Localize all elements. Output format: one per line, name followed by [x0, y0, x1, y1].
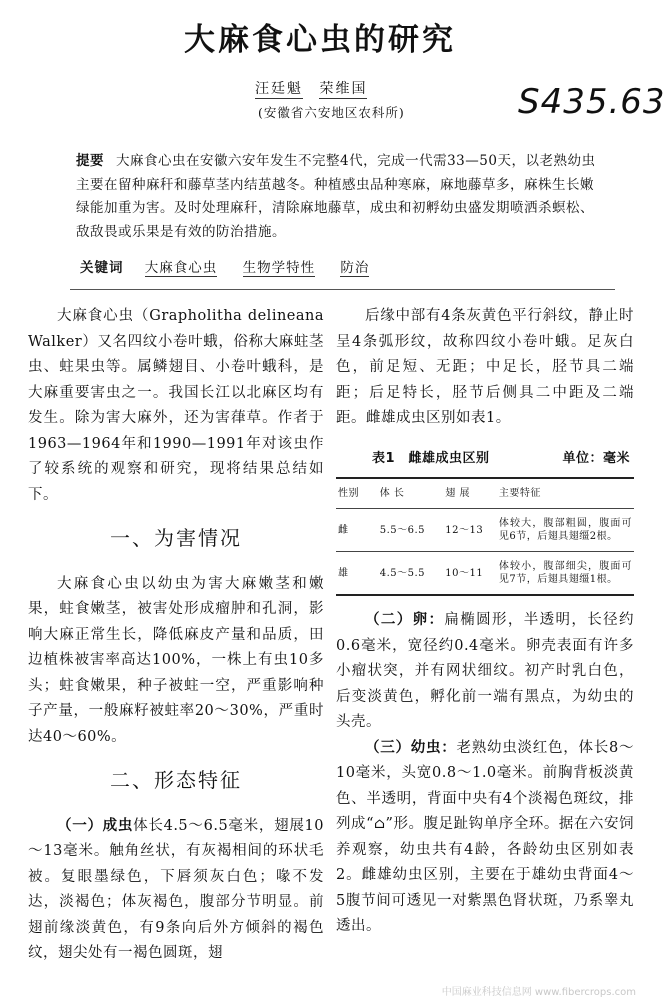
keyword: 大麻食心虫 — [144, 260, 218, 276]
intro-paragraph: 大麻食心虫（Grapholitha delineana Walker）又名四纹小卷叶蛾，俗称大麻蛀茎虫、蛀果虫等。属鳞翅目、小卷叶蛾科，是大麻重要害虫之一。我国长江以北麻区均有发生。除为害大麻外，还为害葎草。作者于1963—1964年和1990—1991年对该虫作了较系统的观察和研究，现将结果总结如下。 — [28, 308, 324, 503]
abstract-label: 提要 — [76, 153, 104, 169]
table-cell: 4.5～5.5 — [378, 552, 444, 596]
section-heading-morphology: 二、形态特征 — [110, 768, 242, 792]
section-heading-damage: 一、为害情况 — [110, 526, 242, 550]
table-caption — [336, 446, 634, 472]
table-cell: 体较大，腹部粗圆，腹面可见6节，后翅具翅缰2根。 — [497, 509, 634, 552]
table-cell: 10～11 — [443, 552, 497, 596]
author-name: 汪廷魁 — [255, 81, 303, 97]
keywords-label: 关键词 — [80, 260, 124, 276]
adult-paragraph — [28, 814, 324, 967]
table-cell: 12～13 — [443, 509, 497, 552]
table-header-cell: 体 长 — [378, 478, 444, 509]
table-header-cell: 主要特征 — [497, 478, 634, 509]
left-column — [28, 304, 324, 967]
damage-paragraph: 大麻食心虫以幼虫为害大麻嫩茎和嫩果，蛀食嫩茎，被害处形成瘤肿和孔洞，影响大麻正常生长，降低麻皮产量和品质，田边植株被害率高达100%，一株上有虫10多头；蛀食嫩果，种子被蛀一空，严重影响种子产量，一般麻籽被蛀率20～30%，严重时达40～60%。 — [28, 575, 324, 745]
affiliation: (安徽省六安地区农科所) — [258, 105, 405, 120]
right-column — [336, 304, 634, 940]
paper-title: 大麻食心虫的研究 — [184, 22, 456, 58]
egg-label: （二）卵： — [365, 612, 445, 628]
sex-difference-table — [336, 477, 634, 596]
abstract — [76, 150, 604, 244]
author-name: 荣维国 — [319, 81, 368, 97]
larva-paragraph — [336, 736, 634, 940]
larva-label: （三）幼虫： — [365, 739, 457, 756]
site-watermark: 中国麻业科技信息网 www.fibercrops.com — [441, 987, 636, 998]
table-cell: 雌 — [336, 509, 378, 552]
larva-text: 老熟幼虫淡红色，体长8～10毫米，头宽0.8～1.0毫米。前胸背板淡黄色、半透明，背面中央有4个淡褐色斑纹，排列成“⌂”形。腹足趾钩单序全环。据在六安饲养观察，幼虫共有4龄，各龄幼虫区别如表2。雌雄幼虫区别，主要在于雄幼虫背面4～5腹节间可透见一对紫黑色肾状斑，乃系睾丸透出。 — [336, 739, 635, 934]
table-header-row — [336, 478, 634, 509]
table-cell: 体较小，腹部细尖，腹面可见7节，后翅具翅缰1根。 — [497, 552, 634, 596]
egg-text: 扁椭圆形，半透明，长径约0.6毫米，宽径约0.4毫米。卵壳表面有许多小瘤状突，并有网状细纹。初产时乳白色，后变淡黄色，孵化前一端有黑点，为幼虫的头壳。 — [336, 612, 634, 730]
table-header-cell: 翅 展 — [443, 478, 497, 509]
keywords — [80, 256, 389, 276]
table-cell: 5.5～6.5 — [378, 509, 444, 552]
abstract-divider — [70, 289, 615, 290]
table-header-cell: 性别 — [336, 478, 378, 509]
table-row — [336, 552, 634, 596]
adult-text: 体长4.5～6.5毫米，翅展10～13毫米。触角丝状，有灰褐相间的环状毛被。复眼墨绿色，下唇须灰白色；喙不发达，淡褐色；体灰褐色，腹部分节明显。前翅前缘淡黄色，有9条向后外方倾斜的褐色纹，翅尖处有一褐色圆斑，翅 — [28, 817, 324, 961]
abstract-text: 大麻食心虫在安徽六安年发生不完整4代，完成一代需33—50天，以老熟幼虫主要在留种麻秆和藤草茎内结茧越冬。种植感虫品种寒麻，麻地藤草多，麻株生长嫩绿能加重为害。及时处理麻秆，清除麻地藤草，成虫和初孵幼虫盛发期喷洒杀螟松、敌敌畏或乐果是有效的防治措施。 — [76, 153, 596, 240]
table-row — [336, 509, 634, 552]
adult-continued-paragraph: 后缘中部有4条灰黄色平行斜纹，静止时呈4条弧形纹，故称四纹小卷叶蛾。足灰白色，前足短、无距；中足长，胫节具二端距；后足特长，胫节后侧具二中距及二端距。雌雄成虫区别如表1。 — [336, 308, 634, 426]
authors — [255, 78, 377, 98]
handwritten-call-number: S435.63 — [518, 82, 666, 122]
keyword: 生物学特性 — [242, 260, 316, 276]
keyword: 防治 — [340, 260, 370, 276]
table-title: 表1 雌雄成虫区别 — [372, 450, 490, 466]
table-cell: 雄 — [336, 552, 378, 596]
adult-label: （一）成虫 — [57, 817, 134, 834]
egg-paragraph — [336, 608, 634, 736]
table-unit: 单位：毫米 — [562, 450, 630, 466]
